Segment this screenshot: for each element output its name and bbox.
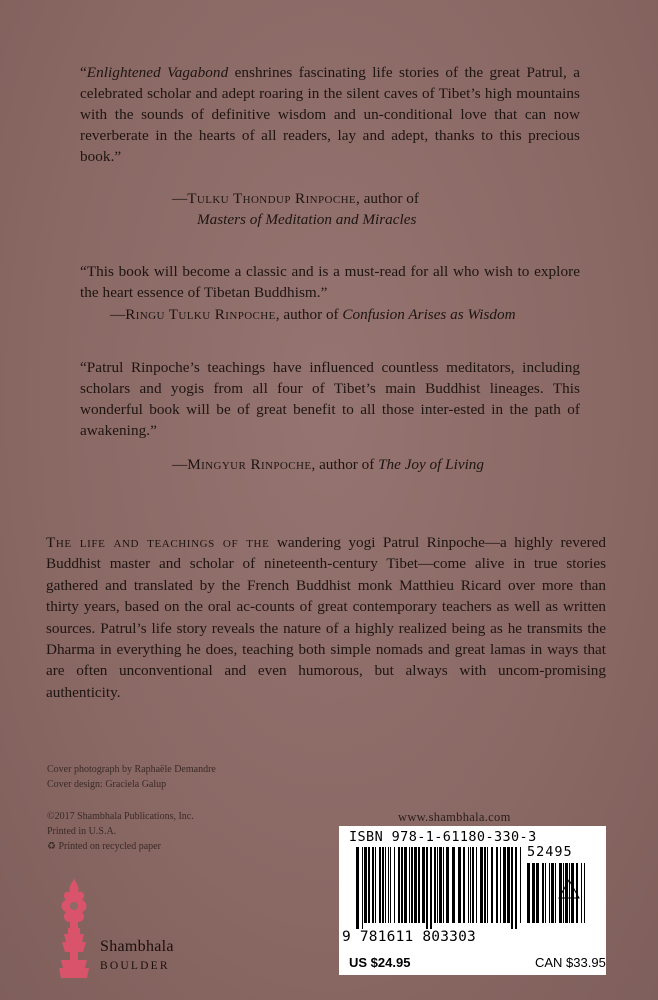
quote-2-author-of: , author of [275,306,343,323]
isbn-number: ISBN 978-1-61180-330-3 [349,829,537,845]
quote-3-body: “Patrul Rinpoche’s teachings have influenced countless meditators, including scholars and yogis from all four of Tibet’s main Buddhist lineages. This wonderful book will be of great benefit to all those inter-ested in the path of awakening.” [80,359,580,439]
barcode-bar [515,847,517,929]
publisher-name: Shambhala [100,938,174,955]
barcode-bar [382,847,384,923]
recycle-icon: ♻ [47,841,56,852]
quote-3-dash: — [172,456,188,473]
quote-2-work: Confusion Arises as Wisdom [342,306,516,323]
description-lead: The life and teachings of the [46,534,270,551]
barcode-bar [404,847,407,923]
barcode-bar [372,847,374,923]
barcode-bar [507,847,510,923]
quote-1 [80,62,580,167]
price-us: US $24.95 [349,955,411,970]
quote-3-attribution [172,454,484,475]
barcode-bar [364,847,367,923]
barcode-bar [468,847,469,923]
barcode-bar [536,863,539,923]
barcode-digits: 9 781611 803303 [342,929,476,945]
quote-1-dash: — [172,190,188,207]
barcode-bar [545,863,546,923]
quote-3-author: Mingyur Rinpoche [187,456,312,473]
barcode-bar [484,847,486,923]
barcode-bar [496,847,498,923]
copyright: ©2017 Shambhala Publications, Inc. [47,811,194,822]
barcode-bar [480,847,483,923]
barcode-bar [368,847,370,923]
book-description [46,532,606,703]
quote-1-author: Tulku Thondup Rinpoche [187,190,357,207]
barcode-bar [434,847,436,923]
barcode-bar [500,847,501,923]
barcode-bar [411,847,413,923]
quote-2-attribution [110,304,516,325]
quote-3-author-of: , author of [311,456,379,473]
barcode-bar [487,847,488,923]
barcode-bar [463,847,465,923]
quote-2-body: “This book will become a classic and is a must-read for all who wish to explore the heart essence of Tibetan Buddhism.” [80,263,580,301]
barcode-bar [520,847,521,923]
quote-1-open: “ [80,64,87,81]
photo-credit: Cover photograph by Raphaële Demandre [47,764,216,775]
quote-1-book-title: Enlightened Vagabond [86,64,229,81]
barcode-bar [401,847,403,923]
shambhala-logo-icon [56,876,92,981]
barcode-bar [422,847,425,923]
barcode-bar [452,847,455,923]
quote-1-attribution [172,188,419,209]
barcode-bar [356,847,359,929]
quote-1-text [80,62,580,167]
quote-2-dash: — [110,306,126,323]
design-credit: Cover design: Graciela Galup [47,779,167,790]
barcode-bar [388,847,389,923]
printed-in: Printed in U.S.A. [47,826,117,837]
barcode-bar [439,847,442,923]
barcode-bar [409,847,410,923]
publisher-city: BOULDER [100,960,170,972]
triangle-icon [557,878,581,900]
barcode-bar [511,847,513,929]
description-body: wandering yogi Patrul Rinpoche—a highly revered Buddhist master and scholar of nineteenth-century Tibet—come alive in true stories gathered and translated by the French Buddhist monk Matthieu Ricard over more than thirty years, based on the oral ac-counts of great contemporary teachers as well as written sources. Patrul’s life story reveals the nature of a highly realized being as he transmits the Dharma in everything he does, teaching both simple nomads and great lamas in ways that are often unconventional and even humorous, but always with uncom-promising authenticity. [46,534,607,701]
quote-2 [80,261,580,303]
quote-3-work: The Joy of Living [378,456,484,473]
barcode-bar [542,863,544,923]
quote-2-author: Ringu Tulku Rinpoche [125,306,276,323]
barcode-bar [458,847,461,923]
barcode-bar [549,863,550,923]
price-can: CAN $33.95 [535,955,606,970]
barcode-panel [339,826,606,975]
barcode-bar [437,847,438,923]
barcode-bar [551,863,554,923]
barcode-bar [414,847,417,923]
addon-digits: 52495 [527,844,573,860]
barcode-bar [555,863,556,923]
barcode-bar [470,847,471,923]
barcode-bar [446,847,449,923]
barcode-bar [472,847,474,923]
barcode-bar [443,847,444,923]
barcode-bar [379,847,381,923]
quote-1-work: Masters of Meditation and Miracles [197,211,417,228]
quote-1-author-of: , author of [356,190,419,207]
barcode-bar [385,847,386,923]
barcode-bar [418,847,420,923]
barcode-bar [503,847,506,923]
barcode-bar [527,863,530,923]
barcode-bar [532,863,535,923]
barcode-bar [581,863,582,923]
publisher-website[interactable]: www.shambhala.com [398,810,511,824]
barcode-bar [362,847,363,929]
barcode-bar [390,847,391,923]
recycled-note [47,840,161,853]
barcode-bar [491,847,493,923]
quote-1-body: enshrines fascinating life stories of the great Patrul, a celebrated scholar and adept roaring in the silent caves of Tibet’s high mountains with the sounds of definitive wisdom and un-conditional love that can now reverberate in the hearts of all readers, lay and adept, thanks to this precious book.” [80,64,580,165]
barcode-bar [476,847,477,923]
barcode-bar [375,847,376,923]
barcode-bar [584,863,585,923]
ean-barcode [356,847,521,929]
barcode-bar [394,847,395,923]
recycled-text: Printed on recycled paper [58,841,161,852]
quote-3 [80,357,580,441]
barcode-bar [430,847,432,929]
barcode-bar [426,847,428,929]
barcode-bar [398,847,400,923]
